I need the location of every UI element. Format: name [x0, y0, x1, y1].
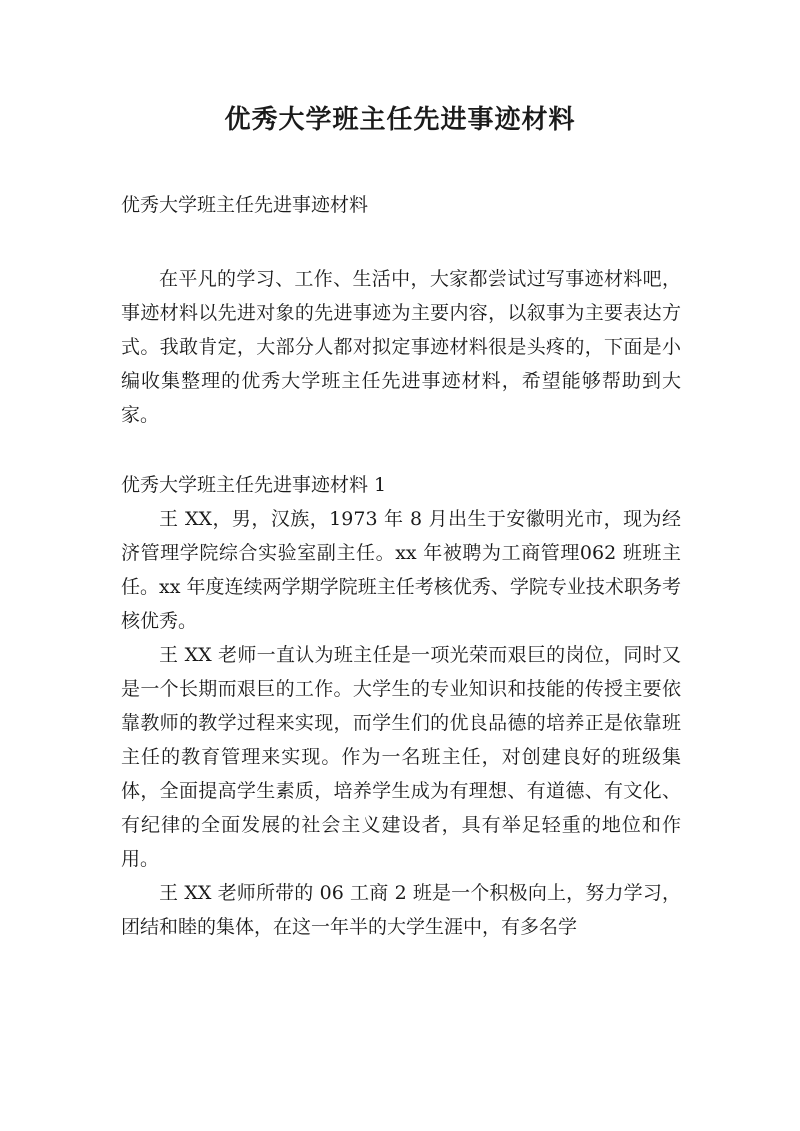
- body-paragraph: 王 XX 老师所带的 06 工商 2 班是一个积极向上，努力学习，团结和睦的集体，在这一年半的大学生涯中，有多名学: [121, 882, 681, 938]
- spacer: [121, 432, 681, 468]
- section-heading: 优秀大学班主任先进事迹材料 1: [121, 474, 387, 496]
- body-paragraph: 王 XX，男，汉族，1973 年 8 月出生于安徽明光市，现为经济管理学院综合实验室副主任。xx 年被聘为工商管理062 班班主任。xx 年度连续两学期学院班主任考核优秀、学院专业技术职务考核优秀。: [121, 508, 681, 632]
- intro-paragraph: 在平凡的学习、工作、生活中，大家都尝试过写事迹材料吧，事迹材料以先进对象的先进事迹为主要内容，以叙事为主要表达方式。我敢肯定，大部分人都对拟定事迹材料很是头疼的，下面是小编收集整理的优秀大学班主任先进事迹材料，希望能够帮助到大家。: [121, 268, 681, 426]
- spacer: [121, 222, 681, 262]
- document-subtitle: 优秀大学班主任先进事迹材料: [121, 194, 369, 216]
- body-paragraph: 王 XX 老师一直认为班主任是一项光荣而艰巨的岗位，同时又是一个长期而艰巨的工作。大学生的专业知识和技能的传授主要依靠教师的教学过程来实现，而学生们的优良品德的培养正是依靠班主任的教育管理来实现。作为一名班主任，对创建良好的班级集体，全面提高学生素质，培养学生成为有理想、有道德、有文化、有纪律的全面发展的社会主义建设者，具有举足轻重的地位和作用。: [121, 644, 681, 870]
- document-body: [121, 188, 681, 944]
- document-title: 优秀大学班主任先进事迹材料: [224, 105, 576, 135]
